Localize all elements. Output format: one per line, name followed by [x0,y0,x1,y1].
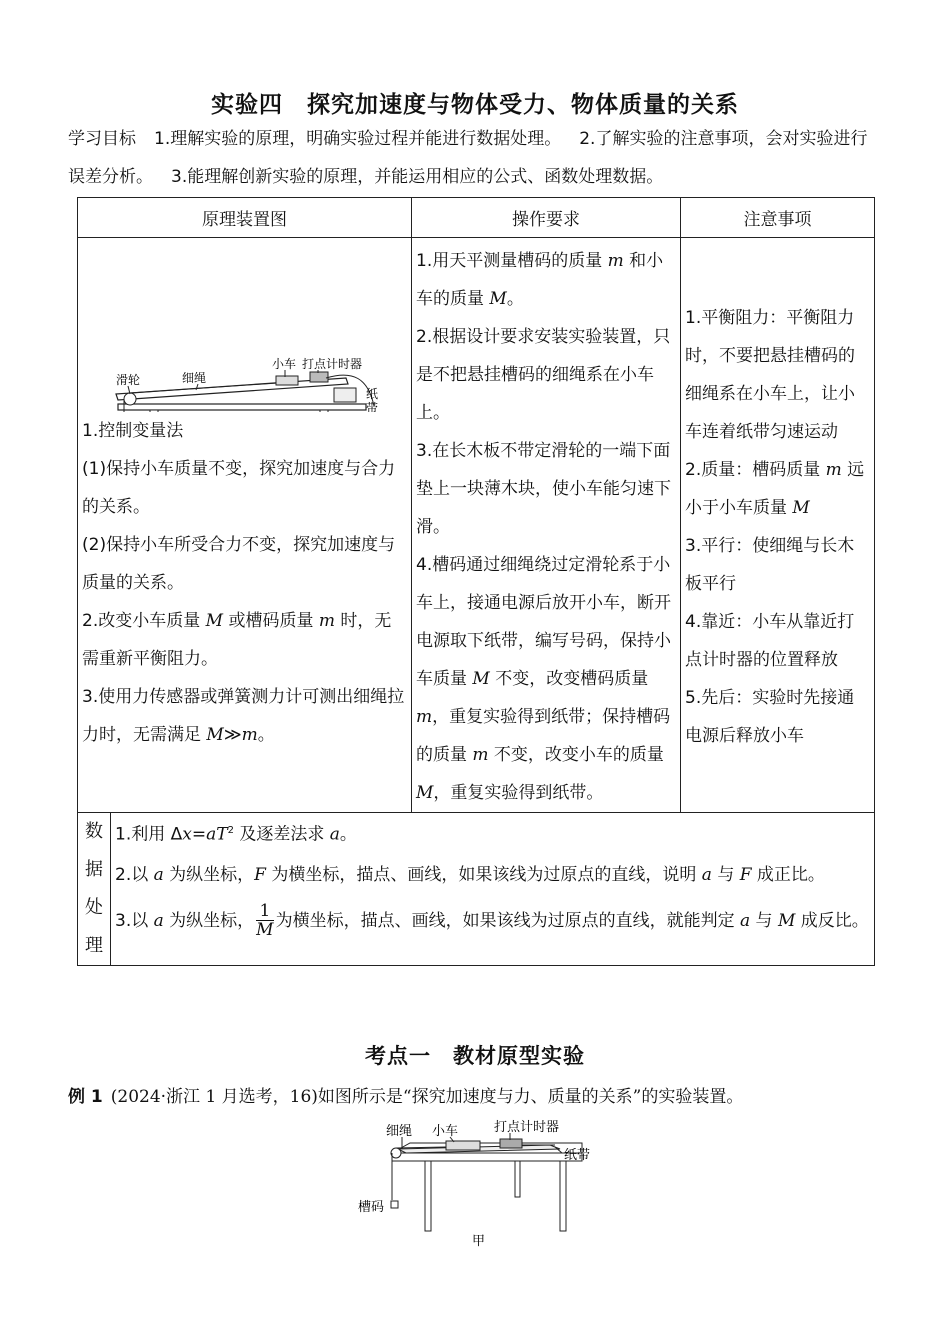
principle-3: (2)保持小车所受合力不变，探究加速度与质量的关系。 [82,535,396,593]
data-step-3: 3.以 a 为纵坐标， $\frac{1}{M}$ 为横坐标，描点、画线，如果该线为过原点的直线，就能判定 a 与 M 成反比。 [115,901,869,941]
label-pulley: 滑轮 [116,373,141,387]
label-paper: 纸 [366,387,379,401]
goal-1: 1.理解实验的原理，明确实验过程并能进行数据处理。 [154,129,562,149]
operation-4: 4.槽码通过细绳绕过定滑轮系于小车上，接通电源后放开小车，断开电源取下纸带，编写号码，保持小车质量 M 不变，改变槽码质量 m，重复实验得到纸带；保持槽码的质量 m 不变，改变小车的质量 M，重复实验得到纸带。 [416,555,671,803]
table-leg-left [150,410,158,412]
goal-2: 2.了解实验的注意事项，会对实验进行误差分析。 [68,129,868,187]
operations-text [412,238,680,812]
experiment-table [77,197,875,966]
operations-cell [412,238,681,813]
example-1 [68,1082,743,1107]
apparatus-diagram-2 [350,1115,610,1255]
pulley-icon [124,393,136,405]
table-body-row [78,238,875,813]
figure-caption: 甲 [472,1234,486,1249]
label-tape: 带 [366,401,379,412]
data-step-1: 1.利用 $\Delta x=aT^2$ 及逐差法求 a。 [115,824,357,845]
label2-tape: 纸带 [564,1148,591,1163]
notes-text [681,295,874,755]
label2-weight: 槽码 [358,1200,385,1215]
learning-goals [68,120,880,196]
goals-label: 学习目标 [68,129,136,149]
note-4: 4.靠近：小车从靠近打点计时器的位置释放 [685,612,855,670]
principle-4: 2.改变小车质量 M 或槽码质量 m 时，无需重新平衡阻力。 [82,611,392,669]
principle-1: 1.控制变量法 [82,421,184,441]
timer-icon-2 [500,1139,522,1148]
label-cart: 小车 [272,357,297,371]
principle-5: 3.使用力传感器或弹簧测力计可测出细绳拉力时，无需满足 M≫m。 [82,687,405,745]
principle-2: (1)保持小车质量不变，探究加速度与合力的关系。 [82,459,396,517]
timer-icon [310,372,328,382]
label2-timer: 打点计时器 [494,1120,560,1135]
operation-1: 1.用天平测量槽码的质量 m 和小车的质量 M。 [416,251,664,309]
data-processing-text [111,813,874,949]
hook-weight-icon-2 [391,1201,398,1208]
table-top-2 [392,1153,582,1161]
note-5: 5.先后：实验时先接通电源后释放小车 [685,688,855,746]
data-step-2: 2.以 a 为纵坐标，F 为横坐标，描点、画线，如果该线为过原点的直线，说明 a 与 F 成正比。 [115,864,825,885]
operation-3: 3.在长木板不带定滑轮的一端下面垫上一块薄木块，使小车能匀速下滑。 [416,441,671,537]
note-2: 2.质量：槽码质量 m 远小于小车质量 M [685,460,865,518]
table-top [118,404,366,410]
principle-text [78,412,411,754]
cart-icon [276,376,298,385]
label2-cart: 小车 [432,1124,459,1139]
fraction-one-over-M: $\frac{1}{M}$ [256,901,274,941]
label-cord: 细绳 [182,371,207,385]
example-text: (2024·浙江 1 月选考，16)如图所示是“探究加速度与力、质量的关系”的实验装置。 [110,1087,744,1107]
note-1: 1.平衡阻力：平衡阻力时，不要把悬挂槽码的细绳系在小车上，让小车连着纸带匀速运动 [685,308,855,442]
page-title: 实验四 探究加速度与物体受力、物体质量的关系 [211,92,739,118]
notes-cell [681,238,875,813]
label-timer: 打点计时器 [302,357,363,371]
note-3: 3.平行：使细绳与长木板平行 [685,536,855,594]
pad-block [334,388,356,402]
table-leg-right [320,410,328,412]
data-processing-label: 数 据 处 理 [78,813,111,966]
header-operations: 操作要求 [412,198,681,238]
example-label: 例 1 [68,1087,103,1107]
table-header-row [78,198,875,238]
goal-3: 3.能理解创新实验的原理，并能运用相应的公式、函数处理数据。 [171,167,664,187]
label2-cord: 细绳 [386,1124,413,1139]
data-processing-cell [111,813,875,966]
section-title: 考点一 教材原型实验 [365,1044,585,1068]
cart-icon-2 [446,1141,480,1150]
apparatus-figure-1 [78,238,411,412]
principle-cell [78,238,412,813]
apparatus-diagram-1 [78,238,412,412]
data-processing-row [78,813,875,966]
header-principle: 原理装置图 [78,198,412,238]
header-notes: 注意事项 [681,198,875,238]
operation-2: 2.根据设计要求安装实验装置，只是不把悬挂槽码的细绳系在小车上。 [416,327,671,423]
